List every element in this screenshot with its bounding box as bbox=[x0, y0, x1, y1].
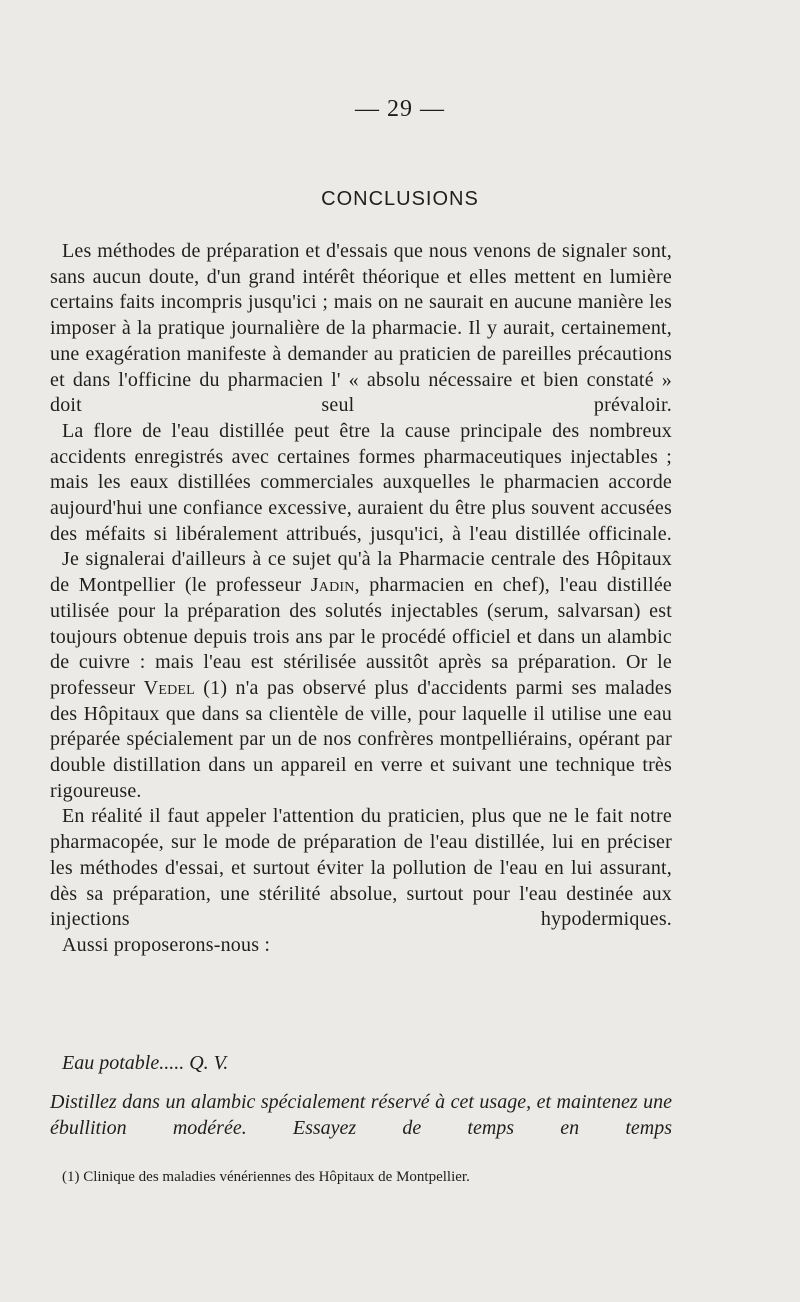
paragraph-3-part-1: Je signalerai d'ailleurs à ce sujet qu'à la Pharmacie centrale des Hôpitaux de Montpellier (le professeur bbox=[50, 548, 672, 597]
formula-line: Eau potable..... Q. V. bbox=[62, 1052, 229, 1074]
paragraph-3-part-3: (1) n'a pas observé plus d'accidents parmi ses malades des Hôpitaux que dans sa clientèle de ville, pour laquelle il utilise une eau préparée spécialement par un de nos confrères montpelliérains, opérant par double distillation dans un appareil en verre et suivant une technique très rigoureuse. bbox=[50, 676, 672, 802]
author-name-vedel: Vedel bbox=[143, 676, 195, 699]
footnote: (1) Clinique des maladies vénériennes des Hôpitaux de Montpellier. bbox=[62, 1169, 470, 1185]
section-title: CONCLUSIONS bbox=[321, 188, 479, 210]
page-number: — 29 — bbox=[355, 96, 445, 122]
paragraph-1: Les méthodes de préparation et d'essais que nous venons de signaler sont, sans aucun doute, d'un grand intérêt théorique et elles mettent en lumière certains faits incompris jusqu'ici ; mais on ne saurait en aucune manière les imposer à la pratique journalière de la pharmacie. Il y aurait, certainement, une exagération manifeste à demander au praticien de pareilles précautions et dans l'officine du pharmacien l' « absolu nécessaire et bien constaté » doit seul prévaloir. bbox=[50, 240, 672, 417]
paragraph-3-part-2: , pharmacien en chef), l'eau distillée utilisée pour la préparation des solutés injectables (serum, salvarsan) est toujours obtenue depuis trois ans par le procédé officiel et dans un alambic de cuivre : mais l'eau est stérilisée aussitôt après sa préparation. Or le professeur bbox=[50, 574, 672, 699]
author-name-jadin: Jadin bbox=[310, 574, 355, 597]
paragraph-3 bbox=[50, 547, 672, 804]
body-text bbox=[50, 239, 672, 959]
recipe-paragraph: Distillez dans un alambic spécialement réservé à cet usage, et maintenez une ébullition modérée. Essayez de temps en temps bbox=[50, 1091, 672, 1139]
paragraph-4: En réalité il faut appeler l'attention du praticien, plus que ne le fait notre pharmacopée, sur le mode de préparation de l'eau distillée, lui en préciser les méthodes d'essai, et surtout éviter la pollution de l'eau en lui assurant, dès sa préparation, une stérilité absolue, surtout pour l'eau destinée aux injections hypodermiques. bbox=[50, 805, 672, 931]
recipe-text bbox=[50, 1090, 672, 1141]
paragraph-5: Aussi proposerons-nous : bbox=[62, 933, 271, 956]
paragraph-2: La flore de l'eau distillée peut être la cause principale des nombreux accidents enregistrés avec certaines formes pharmaceutiques injectables ; mais les eaux distillées commerciales auxquelles le pharmacien accorde aujourd'hui une confiance excessive, auraient du être plus souvent accusées des méfaits si libéralement attribués, jusqu'ici, à l'eau distillée officinale. bbox=[50, 419, 672, 545]
